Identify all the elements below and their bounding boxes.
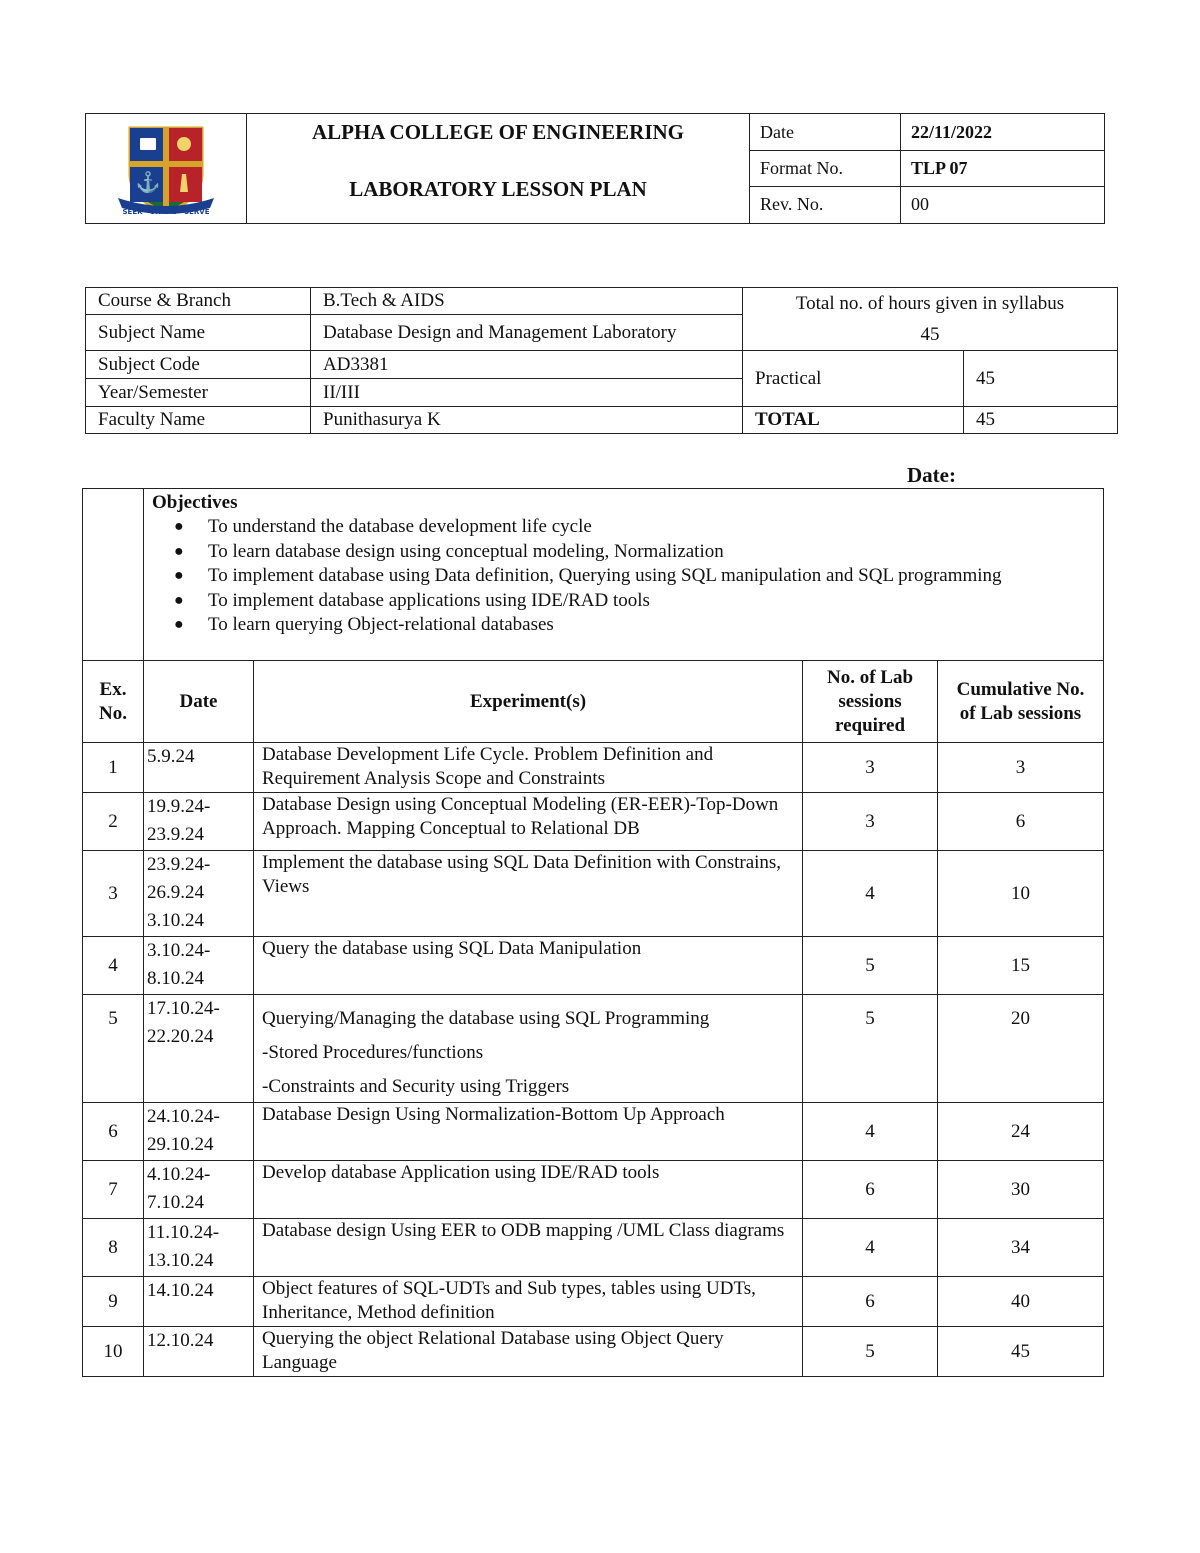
table-row [83,851,1104,937]
row-experiment: Querying the object Relational Database using Object Query Language [254,1327,803,1377]
row-cumulative: 10 [938,851,1104,937]
row-sessions: 4 [803,851,938,937]
row-cumulative: 3 [938,743,1104,793]
svg-text:⚓: ⚓ [135,171,161,194]
meta-date-value: 22/11/2022 [901,114,1105,151]
row-cumulative: 40 [938,1277,1104,1327]
table-row [83,1277,1104,1327]
practical-value: 45 [964,351,1118,407]
bullet-icon: ● [174,591,184,609]
row-date: 3.10.24- 8.10.24 [144,937,254,995]
row-experiment: Database Development Life Cycle. Problem Definition and Requirement Analysis Scope and Constraints [254,743,803,793]
row-experiment: Database Design Using Normalization-Bottom Up Approach [254,1103,803,1161]
row-no: 5 [83,995,144,1103]
col-ex-no: Ex. No. [83,661,144,743]
row-experiment: Object features of SQL-UDTs and Sub types, tables using UDTs, Inheritance, Method definition [254,1277,803,1327]
row-cumulative: 6 [938,793,1104,851]
row-cumulative: 20 [938,995,1104,1103]
row-sessions: 6 [803,1161,938,1219]
objectives-title: Objectives [152,492,238,513]
row-date: 24.10.24- 29.10.24 [144,1103,254,1161]
row-no: 10 [83,1327,144,1377]
bullet-icon: ● [174,616,184,633]
objectives-cell [144,489,1104,661]
title-cell [247,114,750,224]
row-date: 19.9.24- 23.9.24 [144,793,254,851]
objective-item: ● To implement database using Data definition, Querying using SQL manipulation and SQL programming [208,564,1095,589]
header-table [85,113,1105,224]
year-sem-value: II/III [311,379,743,407]
meta-rev-label: Rev. No. [750,186,901,223]
row-date: 14.10.24 [144,1277,254,1327]
hours-label: Total no. of hours given in syllabus [795,293,1065,314]
row-sessions: 5 [803,937,938,995]
doc-title: LABORATORY LESSON PLAN [349,177,647,201]
row-no: 3 [83,851,144,937]
row-no: 4 [83,937,144,995]
row-cumulative: 30 [938,1161,1104,1219]
objective-item: ● To learn database design using conceptual modeling, Normalization [208,540,1095,565]
row-date: 17.10.24- 22.20.24 [144,995,254,1103]
row-sessions: 4 [803,1219,938,1277]
hours-total: 45 [920,324,940,345]
row-date: 12.10.24 [144,1327,254,1377]
table-row [83,793,1104,851]
row-cumulative: 34 [938,1219,1104,1277]
row-date: 5.9.24 [144,743,254,793]
row-no: 2 [83,793,144,851]
row-experiment: Database design Using EER to ODB mapping /UML Class diagrams [254,1219,803,1277]
row-date: 23.9.24- 26.9.24 3.10.24 [144,851,254,937]
practical-label: Practical [743,351,964,407]
row-sessions: 3 [803,743,938,793]
objectives-list [152,515,1095,638]
objectives-spacer [83,489,144,661]
course-branch-value: B.Tech & AIDS [311,288,743,315]
row-sessions: 3 [803,793,938,851]
total-label: TOTAL [743,407,964,434]
bullet-icon: ● [174,567,184,584]
column-header-row [83,661,1104,743]
meta-format-value: TLP 07 [901,151,1105,186]
objective-item: ● To learn querying Object-relational databases [208,613,1095,638]
subject-code-label: Subject Code [86,351,311,379]
row-date: 4.10.24- 7.10.24 [144,1161,254,1219]
subject-name-label: Subject Name [86,315,311,351]
row-no: 9 [83,1277,144,1327]
row-experiment: Database Design using Conceptual Modeling (ER-EER)-Top-Down Approach. Mapping Conceptual to Relational DB [254,793,803,851]
col-sessions: No. of Lab sessions required [803,661,938,743]
row-no: 6 [83,1103,144,1161]
total-value: 45 [964,407,1118,434]
bullet-icon: ● [174,542,184,560]
row-cumulative: 15 [938,937,1104,995]
table-row [83,1103,1104,1161]
faculty-label: Faculty Name [86,407,311,434]
bullet-icon: ● [174,518,184,535]
meta-date-label: Date [750,114,901,151]
row-no: 7 [83,1161,144,1219]
logo-cell [86,114,247,224]
row-sessions: 5 [803,1327,938,1377]
row-cumulative: 45 [938,1327,1104,1377]
row-date: 11.10.24- 13.10.24 [144,1219,254,1277]
table-row [83,743,1104,793]
row-sessions: 5 [803,995,938,1103]
table-row [83,937,1104,995]
table-row [83,1161,1104,1219]
row-sessions: 6 [803,1277,938,1327]
table-row [83,1219,1104,1277]
subject-code-value: AD3381 [311,351,743,379]
logo-motto: SEEK · SHARE · SERVE [122,207,210,216]
row-experiment: Query the database using SQL Data Manipulation [254,937,803,995]
college-crest-icon [116,122,216,216]
date-label: Date: [907,463,956,487]
row-cumulative: 24 [938,1103,1104,1161]
col-experiment: Experiment(s) [254,661,803,743]
course-branch-label: Course & Branch [86,288,311,315]
college-name: ALPHA COLLEGE OF ENGINEERING [311,120,685,144]
meta-rev-value: 00 [901,186,1105,223]
meta-format-label: Format No. [750,151,901,186]
col-date: Date [144,661,254,743]
year-sem-label: Year/Semester [86,379,311,407]
course-table [85,287,1118,434]
row-experiment: Develop database Application using IDE/RAD tools [254,1161,803,1219]
objective-item: ● To implement database applications using IDE/RAD tools [208,589,1095,614]
row-no: 1 [83,743,144,793]
row-sessions: 4 [803,1103,938,1161]
table-row [83,1327,1104,1377]
row-experiment: Implement the database using SQL Data Definition with Constrains, Views [254,851,803,937]
objective-item: ● To understand the database development life cycle [208,515,1095,540]
table-row [83,995,1104,1103]
faculty-value: Punithasurya K [311,407,743,434]
hours-head [743,288,1118,351]
subject-name-value: Database Design and Management Laboratory [311,315,743,351]
col-cumulative: Cumulative No. of Lab sessions [938,661,1104,743]
row-experiment: Querying/Managing the database using SQL Programming -Stored Procedures/functions -Constraints and Security using Triggers [254,995,803,1103]
plan-table [82,488,1104,1377]
row-no: 8 [83,1219,144,1277]
